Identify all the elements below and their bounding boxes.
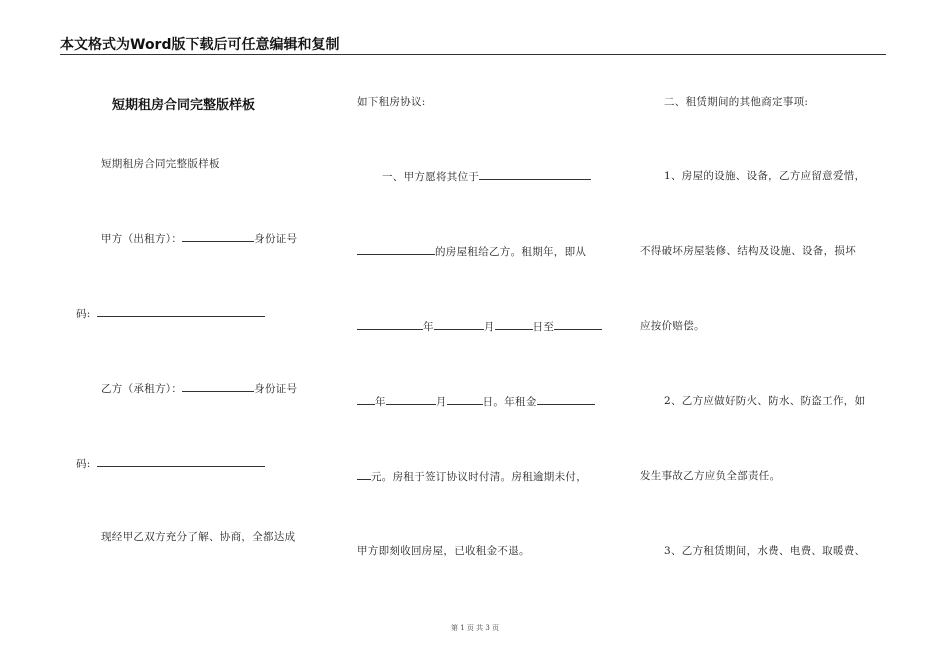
party-b-id-blank — [97, 455, 265, 467]
header-divider — [60, 54, 886, 55]
day-to-label: 日至 — [532, 321, 555, 333]
party-b-label: 乙方（承租方）： — [101, 383, 183, 395]
annual-rent-label: 日。年租金 — [482, 396, 537, 408]
year-label: 年 — [423, 321, 434, 333]
document-title: 短期租房合同完整版样板 — [112, 98, 256, 113]
party-b-id-label: 身份证号 — [254, 383, 298, 395]
col2-line-3 — [357, 243, 586, 259]
address-blank-2 — [357, 243, 435, 255]
col3-line-7: 3、乙方租赁期间，水费、电费、取暖费、 — [664, 545, 866, 557]
col1-intro: 现经甲乙双方充分了解、协商，全都达成 — [101, 531, 296, 543]
party-a-id-blank — [97, 305, 265, 317]
clause-1-text: 一、甲方愿将其位于 — [382, 171, 480, 183]
lease-term-text: 的房屋租给乙方。租期年，即从 — [435, 246, 587, 258]
col2-line-5 — [357, 393, 595, 409]
rent-amount-blank — [357, 468, 371, 480]
annual-rent-blank — [537, 393, 595, 405]
col1-party-b-line — [101, 380, 297, 396]
col2-line-6 — [357, 468, 587, 484]
code-b-label: 码: — [76, 458, 91, 470]
header-note: 本文格式为Word版下载后可任意编辑和复制 — [60, 37, 340, 53]
col1-code-b-line — [76, 455, 265, 471]
col3-line-1: 二、租赁期间的其他商定事项: — [664, 96, 809, 108]
col3-line-5: 2、乙方应做好防火、防水、防盗工作，如 — [664, 395, 866, 407]
col1-party-a-line — [101, 230, 297, 246]
col3-line-6: 发生事故乙方应负全部责任。 — [640, 470, 781, 482]
col2-line-2 — [382, 168, 591, 184]
start-month-blank — [434, 318, 484, 330]
col3-line-4: 应按价赔偿。 — [640, 320, 705, 332]
page-number: 第 1 页 共 3 页 — [450, 624, 500, 632]
col2-line-1: 如下租房协议: — [357, 96, 426, 108]
party-b-name-blank — [182, 380, 254, 392]
code-a-label: 码: — [76, 308, 91, 320]
year-label-2: 年 — [375, 396, 386, 408]
month-label: 月 — [483, 321, 495, 333]
address-blank — [479, 168, 591, 180]
col1-code-a-line — [76, 305, 265, 321]
month-label-2: 月 — [435, 396, 447, 408]
end-day-blank — [447, 393, 483, 405]
col2-line-7: 甲方即刻收回房屋，已收租金不退。 — [357, 545, 530, 557]
party-a-label: 甲方（出租方）： — [101, 233, 183, 245]
end-year-blank — [554, 318, 602, 330]
party-a-name-blank — [182, 230, 254, 242]
col1-subtitle: 短期租房合同完整版样板 — [101, 158, 220, 170]
start-day-blank — [495, 318, 533, 330]
party-a-id-label: 身份证号 — [254, 233, 298, 245]
end-month-blank — [386, 393, 436, 405]
payment-text: 元。房租于签订协议时付清。房租逾期未付， — [371, 471, 587, 483]
end-year-blank-2 — [357, 393, 375, 405]
col3-line-3: 不得破坏房屋装修、结构及设施、设备，损坏 — [640, 245, 856, 257]
col3-line-2: 1、房屋的设施、设备，乙方应留意爱惜， — [664, 170, 866, 182]
col2-line-4 — [357, 318, 602, 334]
start-year-blank — [357, 318, 423, 330]
